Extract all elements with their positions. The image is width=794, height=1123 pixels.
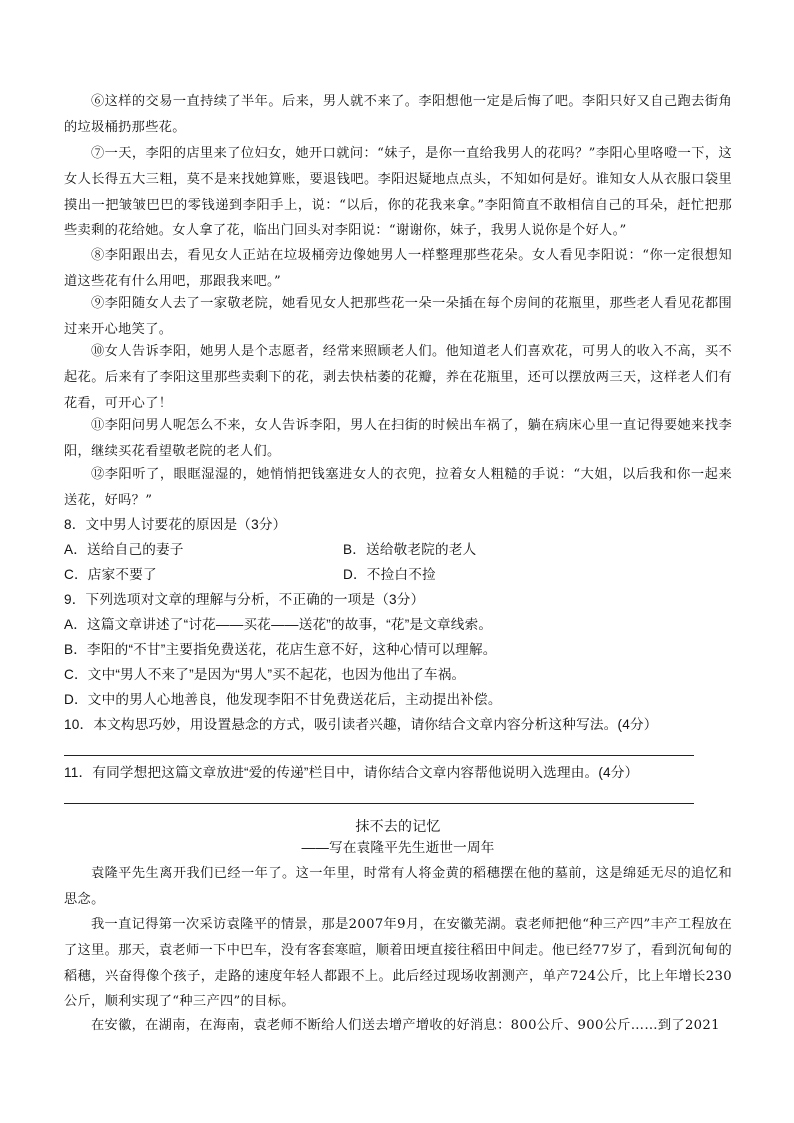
- question-11-stem: 11．有同学想把这篇文章放进“爱的传递”栏目中，请你结合文章内容帮他说明入选理由。(4分）: [64, 765, 639, 780]
- story-paragraph-9: ⑨李阳随女人去了一家敬老院，她看见女人把那些花一朵一朵插在每个房间的花瓶里，那些老人看见花都围过来开心地笑了。: [64, 296, 732, 337]
- article-subtitle: ——写在袁隆平先生逝世一周年: [301, 840, 495, 855]
- question-8-option-a: A．送给自己的妻子: [64, 542, 184, 557]
- question-9-option-a: A．这篇文章讲述了“讨花——买花——送花”的故事，“花”是文章线索。: [64, 617, 493, 632]
- question-9-stem: 9．下列选项对文章的理解与分析，不正确的一项是（3分）: [64, 592, 425, 607]
- article-paragraph-2: 我一直记得第一次采访袁隆平的情景，那是2007年9月，在安徽芜湖。袁老师把他“种三产四”丰产工程放在了这里。那天，袁老师一下中巴车，没有客套寒暄，顺着田埂直接往稻田中间走。他已经77岁了，看到沉甸甸的稻穗，兴奋得像个孩子，走路的速度年轻人都跟不上。此后经过现场收割测产，单产724公斤，比上年增长230公斤，顺利实现了“种三产四”的目标。: [64, 917, 732, 1010]
- story-paragraph-10: ⑩女人告诉李阳，她男人是个志愿者，经常来照顾老人们。他知道老人们喜欢花，可男人的收入不高，买不起花。后来有了李阳这里那些卖剩下的花，剥去快枯萎的花瓣，养在花瓶里，还可以摆放两三天，这样老人们有花看，可开心了！: [64, 344, 732, 411]
- article-paragraph-1: 袁隆平先生离开我们已经一年了。这一年里，时常有人将金黄的稻穗摆在他的墓前，这是绵延无尽的追忆和思念。: [64, 866, 732, 907]
- question-9-option-d: D．文中的男人心地善良，他发现李阳不甘免费送花后，主动提出补偿。: [64, 692, 502, 707]
- question-11-answer-line[interactable]: [64, 803, 694, 804]
- question-10-stem: 10．本文构思巧妙，用设置悬念的方式，吸引读者兴趣，请你结合文章内容分析这种写法。(4分）: [64, 717, 658, 732]
- question-9-option-c: C．文中“男人不来了”是因为“男人”买不起花，也因为他出了车祸。: [64, 667, 466, 682]
- story-paragraph-12: ⑫李阳听了，眼眶湿湿的，她悄悄把钱塞进女人的衣兜，拉着女人粗糙的手说：“大姐，以后我和你一起来送花，好吗？”: [64, 467, 732, 508]
- question-8-option-c: C．店家不要了: [64, 567, 157, 582]
- question-8-option-b: B．送给敬老院的老人: [343, 542, 477, 557]
- article-title: 抹不去的记忆: [355, 818, 441, 834]
- story-paragraph-6: ⑥这样的交易一直持续了半年。后来，男人就不来了。李阳想他一定是后悔了吧。李阳只好又自己跑去街角的垃圾桶扔那些花。: [64, 94, 732, 135]
- question-8-stem: 8．文中男人讨要花的原因是（3分）: [64, 517, 287, 532]
- question-8-option-d: D．不捡白不捡: [343, 567, 436, 582]
- article-paragraph-3: 在安徽，在湖南，在海南，袁老师不断给人们送去增产增收的好消息：800公斤、900公斤……到了2021: [91, 1018, 720, 1033]
- story-paragraph-8: ⑧李阳跟出去，看见女人正站在垃圾桶旁边像她男人一样整理那些花朵。女人看见李阳说：“你一定很想知道这些花有什么用吧，那跟我来吧。”: [64, 248, 732, 289]
- question-10-answer-line[interactable]: [64, 755, 694, 756]
- story-paragraph-11: ⑪李阳问男人呢怎么不来，女人告诉李阳，男人在扫街的时候出车祸了，躺在病床心里一直记得要她来找李阳，继续买花看望敬老院的老人们。: [64, 418, 732, 459]
- story-paragraph-7: ⑦一天，李阳的店里来了位妇女，她开口就问：“妹子，是你一直给我男人的花吗？”李阳心里咯噔一下，这女人长得五大三粗，莫不是来找她算账，要退钱吧。李阳迟疑地点点头，不知如何是好。谁知女人从衣服口袋里摸出一把皱皱巴巴的零钱递到李阳手上，说：“以后，你的花我来拿。”李阳简直不敢相信自己的耳朵，赶忙把那些卖剩的花给她。女人拿了花，临出门回头对李阳说：“谢谢你，妹子，我男人说你是个好人。”: [64, 146, 732, 239]
- question-9-option-b: B．李阳的“不甘”主要指免费送花，花店生意不好，这种心情可以理解。: [64, 642, 497, 657]
